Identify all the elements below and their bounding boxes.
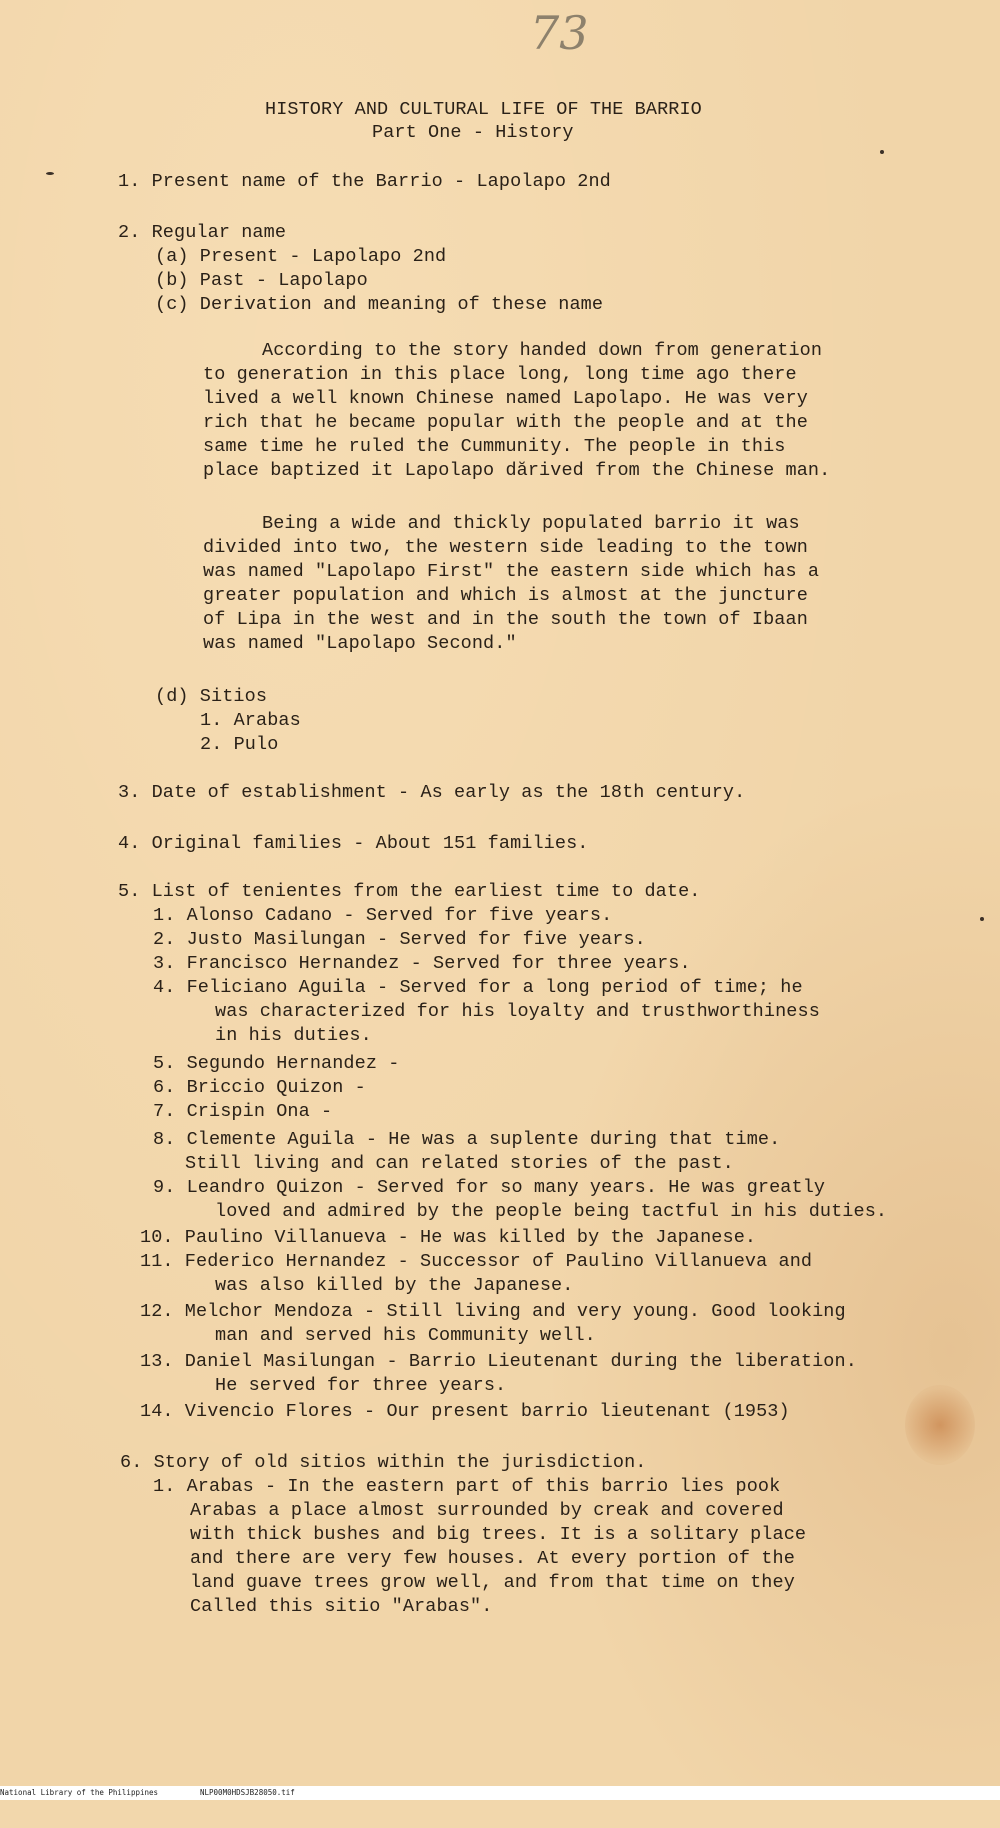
item-line: 5. List of tenientes from the earliest time to date. — [118, 881, 701, 902]
list-item: 10. Paulino Villanueva - He was killed by the Japanese. — [140, 1227, 757, 1248]
paragraph-line: greater population and which is almost at the juncture — [203, 585, 808, 606]
footer-file: NLP00M0HDSJB28050.tif — [200, 1788, 295, 1797]
list-item-continuation: man and served his Community well. — [215, 1325, 596, 1346]
item-line: (c) Derivation and meaning of these name — [155, 294, 604, 315]
item-line: 6. Story of old sitios within the jurisdiction. — [120, 1452, 647, 1473]
paragraph-line: According to the story handed down from generation — [262, 340, 823, 361]
item-line: (d) Sitios — [155, 686, 268, 707]
paragraph-line: Being a wide and thickly populated barrio it was — [262, 513, 800, 534]
list-item: 7. Crispin Ona - — [153, 1101, 333, 1122]
list-item-continuation: Arabas a place almost surrounded by creak and covered — [190, 1500, 784, 1521]
list-item-continuation: was characterized for his loyalty and trusthworthiness — [215, 1001, 820, 1022]
list-item-continuation: loved and admired by the people being tactful in his duties. — [215, 1201, 888, 1222]
paragraph-line: was named "Lapolapo Second." — [203, 633, 517, 654]
list-item: 3. Francisco Hernandez - Served for three years. — [153, 953, 691, 974]
page-subtitle: Part One - History — [372, 122, 574, 143]
list-item-continuation: land guave trees grow well, and from that time on they — [190, 1572, 795, 1593]
list-item: 6. Briccio Quizon - — [153, 1077, 366, 1098]
item-line: (a) Present - Lapolapo 2nd — [155, 246, 447, 267]
handwritten-page-number: 73 — [530, 6, 589, 60]
paper-speck — [880, 150, 884, 154]
item-line: 1. Present name of the Barrio - Lapolapo 2nd — [118, 171, 611, 192]
list-item: 5. Segundo Hernandez - — [153, 1053, 400, 1074]
list-item: 8. Clemente Aguila - He was a suplente during that time. — [153, 1129, 781, 1150]
list-item: 13. Daniel Masilungan - Barrio Lieutenant during the liberation. — [140, 1351, 857, 1372]
scan-footer — [0, 1786, 1000, 1800]
list-item-continuation: He served for three years. — [215, 1375, 507, 1396]
paragraph-line: divided into two, the western side leading to the town — [203, 537, 808, 558]
item-line: 2. Pulo — [200, 734, 279, 755]
list-item-continuation: Called this sitio "Arabas". — [190, 1596, 493, 1617]
list-item: 11. Federico Hernandez - Successor of Paulino Villanueva and — [140, 1251, 813, 1272]
paper-stain — [905, 1385, 975, 1465]
footer-source: National Library of the Philippines — [0, 1788, 159, 1797]
list-item-continuation: Still living and can related stories of the past. — [185, 1153, 734, 1174]
paper-speck — [46, 172, 54, 175]
paragraph-line: rich that he became popular with the people and at the — [203, 412, 808, 433]
paragraph-line: to generation in this place long, long time ago there — [203, 364, 797, 385]
list-item: 1. Alonso Cadano - Served for five years. — [153, 905, 613, 926]
list-item: 1. Arabas - In the eastern part of this barrio lies pook — [153, 1476, 781, 1497]
list-item: 2. Justo Masilungan - Served for five years. — [153, 929, 646, 950]
list-item-continuation: and there are very few houses. At every portion of the — [190, 1548, 795, 1569]
paragraph-line: place baptized it Lapolapo dărived from the Chinese man. — [203, 460, 831, 481]
list-item: 14. Vivencio Flores - Our present barrio lieutenant (1953) — [140, 1401, 790, 1422]
paragraph-line: same time he ruled the Cummunity. The people in this — [203, 436, 786, 457]
paper-speck — [980, 917, 984, 921]
item-line: 3. Date of establishment - As early as the 18th century. — [118, 782, 746, 803]
item-line: 4. Original families - About 151 families. — [118, 833, 589, 854]
paragraph-line: lived a well known Chinese named Lapolapo. He was very — [203, 388, 808, 409]
list-item: 9. Leandro Quizon - Served for so many years. He was greatly — [153, 1177, 826, 1198]
page-title: HISTORY AND CULTURAL LIFE OF THE BARRIO — [265, 99, 702, 120]
list-item-continuation: in his duties. — [215, 1025, 372, 1046]
item-line: 2. Regular name — [118, 222, 287, 243]
item-line: (b) Past - Lapolapo — [155, 270, 368, 291]
paragraph-line: was named "Lapolapo First" the eastern side which has a — [203, 561, 820, 582]
list-item-continuation: was also killed by the Japanese. — [215, 1275, 574, 1296]
list-item: 12. Melchor Mendoza - Still living and very young. Good looking — [140, 1301, 846, 1322]
list-item: 4. Feliciano Aguila - Served for a long period of time; he — [153, 977, 803, 998]
list-item-continuation: with thick bushes and big trees. It is a solitary place — [190, 1524, 807, 1545]
item-line: 1. Arabas — [200, 710, 301, 731]
paragraph-line: of Lipa in the west and in the south the town of Ibaan — [203, 609, 808, 630]
